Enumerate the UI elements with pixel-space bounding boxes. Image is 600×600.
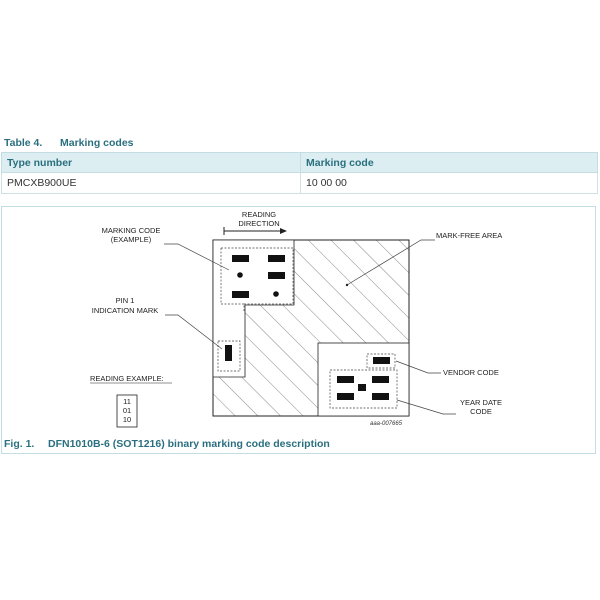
cell-marking-code: 10 00 00 <box>301 173 598 194</box>
code-bar <box>232 291 249 298</box>
figure-title: DFN1010B-6 (SOT1216) binary marking code description <box>48 438 330 450</box>
date-bar <box>337 376 354 383</box>
label-indication-mark: INDICATION MARK <box>91 306 159 315</box>
example-line: 10 <box>122 415 132 424</box>
code-bar <box>268 255 285 262</box>
code-bar <box>268 272 285 279</box>
table-number: Table 4. <box>4 137 43 149</box>
code-dot <box>237 272 243 278</box>
label-mark-free-area: MARK-FREE AREA <box>436 231 503 240</box>
date-bar <box>358 384 366 391</box>
header-type-number: Type number <box>2 153 301 173</box>
date-bar <box>337 393 354 400</box>
example-line: 01 <box>122 406 132 415</box>
label-direction: DIRECTION <box>238 219 280 228</box>
label-reading-example: READING EXAMPLE: <box>90 374 164 383</box>
example-line: 11 <box>123 397 131 406</box>
date-bar <box>372 393 389 400</box>
vendor-area <box>318 343 409 416</box>
drawing-reference: aaa-007665 <box>370 421 403 427</box>
figure-number: Fig. 1. <box>4 438 35 450</box>
header-marking-code: Marking code <box>301 153 598 173</box>
label-vendor-code: VENDOR CODE <box>443 368 499 377</box>
figure-caption <box>4 438 330 450</box>
label-code: CODE <box>470 407 492 416</box>
code-dot <box>273 291 279 297</box>
label-example: (EXAMPLE) <box>110 235 152 244</box>
label-marking-code: MARKING CODE <box>101 226 161 235</box>
date-bar <box>372 376 389 383</box>
cell-type-number: PMCXB900UE <box>2 173 301 194</box>
label-year-date: YEAR DATE <box>460 398 502 407</box>
code-bar <box>232 255 249 262</box>
vendor-bar <box>373 357 390 364</box>
label-pin1: PIN 1 <box>115 296 135 305</box>
pin1-mark <box>225 345 232 361</box>
label-reading: READING <box>241 210 277 219</box>
table-title: Marking codes <box>60 137 134 149</box>
